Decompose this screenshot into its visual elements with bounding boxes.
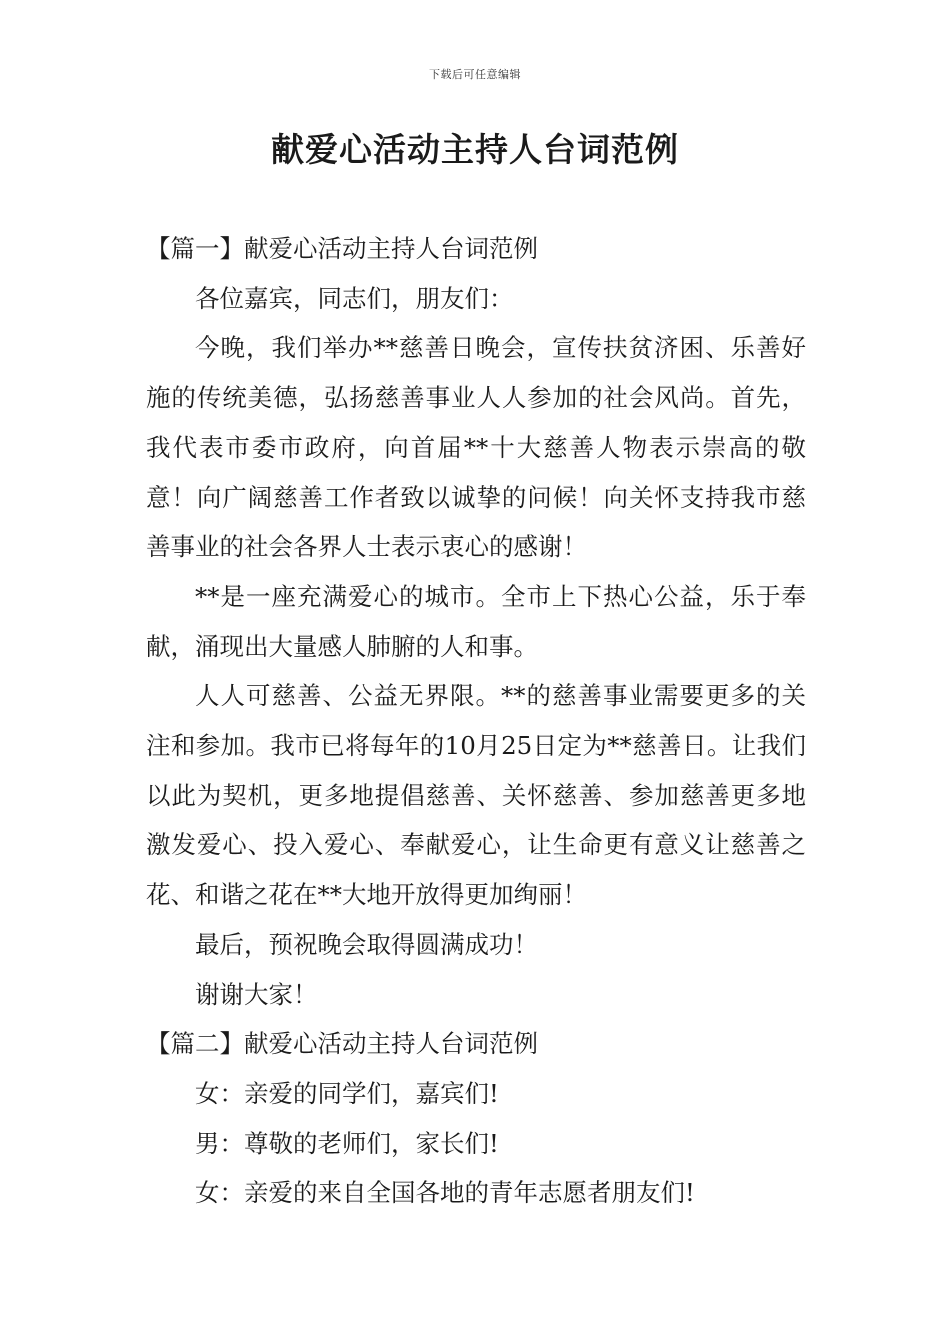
greeting-paragraph: 各位嘉宾，同志们，朋友们： — [195, 283, 514, 313]
dialogue-line-2: 男：尊敬的老师们，家长们! — [195, 1128, 499, 1158]
document-body — [146, 224, 806, 1218]
body-paragraph-3: 人人可慈善、公益无界限。**的慈善事业需要更多的关注和参加。我市已将每年的10月25日定为**慈善日。让我们以此为契机，更多地提倡慈善、关怀慈善、参加慈善更多地激发爱心、投入爱心、奉献爱心，让生命更有意义让慈善之花、和谐之花在**大地开放得更加绚丽！ — [146, 681, 806, 910]
dialogue-line-1: 女：亲爱的同学们，嘉宾们! — [195, 1078, 499, 1108]
body-paragraph-4: 最后，预祝晚会取得圆满成功！ — [195, 929, 538, 959]
body-paragraph-2: **是一座充满爱心的城市。全市上下热心公益，乐于奉献，涌现出大量感人肺腑的人和事。 — [146, 581, 806, 661]
body-paragraph-1: 今晚，我们举办**慈善日晚会，宣传扶贫济困、乐善好施的传统美德，弘扬慈善事业人人参加的社会风尚。首先，我代表市委市政府，向首届**十大慈善人物表示崇高的敬意！向广阔慈善工作者致以诚挚的问候！向关怀支持我市慈善事业的社会各界人士表示衷心的感谢！ — [146, 333, 806, 562]
body-paragraph-5: 谢谢大家！ — [195, 979, 318, 1009]
dialogue-line-3: 女：亲爱的来自全国各地的青年志愿者朋友们! — [195, 1178, 695, 1208]
page-header-note: 下载后可任意编辑 — [429, 68, 521, 81]
section-heading-2: 【篇二】献爱心活动主持人台词范例 — [146, 1029, 538, 1059]
document-title: 献爱心活动主持人台词范例 — [271, 130, 679, 169]
section-heading-1: 【篇一】献爱心活动主持人台词范例 — [146, 234, 538, 263]
